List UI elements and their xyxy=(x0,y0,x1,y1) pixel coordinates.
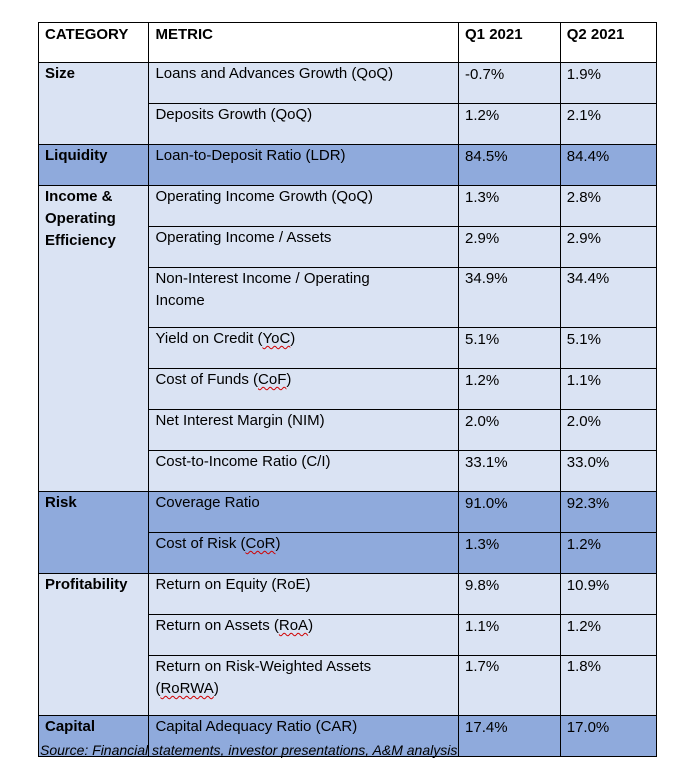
q2-value: 1.8% xyxy=(560,656,656,716)
table-row xyxy=(39,63,657,104)
metric-cell: Yield on Credit (YoC) xyxy=(149,328,459,369)
header-row xyxy=(39,23,657,63)
q1-value: 2.0% xyxy=(459,410,561,451)
q2-value: 1.2% xyxy=(560,533,656,574)
q1-value: 5.1% xyxy=(459,328,561,369)
category-liquidity: Liquidity xyxy=(39,145,149,186)
source-note: Source: Financial statements, investor presentations, A&M analysis xyxy=(40,742,458,758)
q1-value: 1.2% xyxy=(459,369,561,410)
metric-cell: Deposits Growth (QoQ) xyxy=(149,104,459,145)
metric-cell: Net Interest Margin (NIM) xyxy=(149,410,459,451)
q2-value: 84.4% xyxy=(560,145,656,186)
category-profitability: Profitability xyxy=(39,574,149,716)
header-metric: METRIC xyxy=(149,23,459,63)
header-q2: Q2 2021 xyxy=(560,23,656,63)
q2-value: 2.1% xyxy=(560,104,656,145)
metric-cell: Loan-to-Deposit Ratio (LDR) xyxy=(149,145,459,186)
header-category: CATEGORY xyxy=(39,23,149,63)
metric-cell: Capital Adequacy Ratio (CAR) xyxy=(149,716,459,757)
q2-value: 1.1% xyxy=(560,369,656,410)
metric-cell: Return on Equity (RoE) xyxy=(149,574,459,615)
q1-value: 1.7% xyxy=(459,656,561,716)
metric-cell: Operating Income / Assets xyxy=(149,227,459,268)
q2-value: 33.0% xyxy=(560,451,656,492)
q1-value: 1.3% xyxy=(459,186,561,227)
q1-value: 84.5% xyxy=(459,145,561,186)
q1-value: -0.7% xyxy=(459,63,561,104)
q2-value: 2.9% xyxy=(560,227,656,268)
q1-value: 9.8% xyxy=(459,574,561,615)
q1-value: 17.4% xyxy=(459,716,561,757)
q2-value: 1.9% xyxy=(560,63,656,104)
category-income-operating-efficiency: Income & Operating Efficiency xyxy=(39,186,149,492)
metric-cell: Cost of Funds (CoF) xyxy=(149,369,459,410)
category-risk: Risk xyxy=(39,492,149,574)
metric-cell: Cost-to-Income Ratio (C/I) xyxy=(149,451,459,492)
q1-value: 1.1% xyxy=(459,615,561,656)
table-row xyxy=(39,492,657,533)
q1-value: 34.9% xyxy=(459,268,561,328)
table-row xyxy=(39,186,657,227)
table-row xyxy=(39,574,657,615)
q2-value: 1.2% xyxy=(560,615,656,656)
metric-cell: Cost of Risk (CoR) xyxy=(149,533,459,574)
metric-cell: Non-Interest Income / Operating Income xyxy=(149,268,459,328)
metric-cell: Loans and Advances Growth (QoQ) xyxy=(149,63,459,104)
table-row xyxy=(39,145,657,186)
q1-value: 2.9% xyxy=(459,227,561,268)
q2-value: 17.0% xyxy=(560,716,656,757)
q1-value: 1.3% xyxy=(459,533,561,574)
q2-value: 92.3% xyxy=(560,492,656,533)
metric-cell: Operating Income Growth (QoQ) xyxy=(149,186,459,227)
q2-value: 2.8% xyxy=(560,186,656,227)
category-capital: Capital xyxy=(39,716,149,757)
q1-value: 1.2% xyxy=(459,104,561,145)
metric-cell: Return on Risk-Weighted Assets (RoRWA) xyxy=(149,656,459,716)
q2-value: 5.1% xyxy=(560,328,656,369)
kpi-table xyxy=(38,22,657,757)
metric-cell: Return on Assets (RoA) xyxy=(149,615,459,656)
q2-value: 10.9% xyxy=(560,574,656,615)
metric-cell: Coverage Ratio xyxy=(149,492,459,533)
q1-value: 33.1% xyxy=(459,451,561,492)
q2-value: 34.4% xyxy=(560,268,656,328)
q2-value: 2.0% xyxy=(560,410,656,451)
q1-value: 91.0% xyxy=(459,492,561,533)
category-size: Size xyxy=(39,63,149,145)
header-q1: Q1 2021 xyxy=(459,23,561,63)
